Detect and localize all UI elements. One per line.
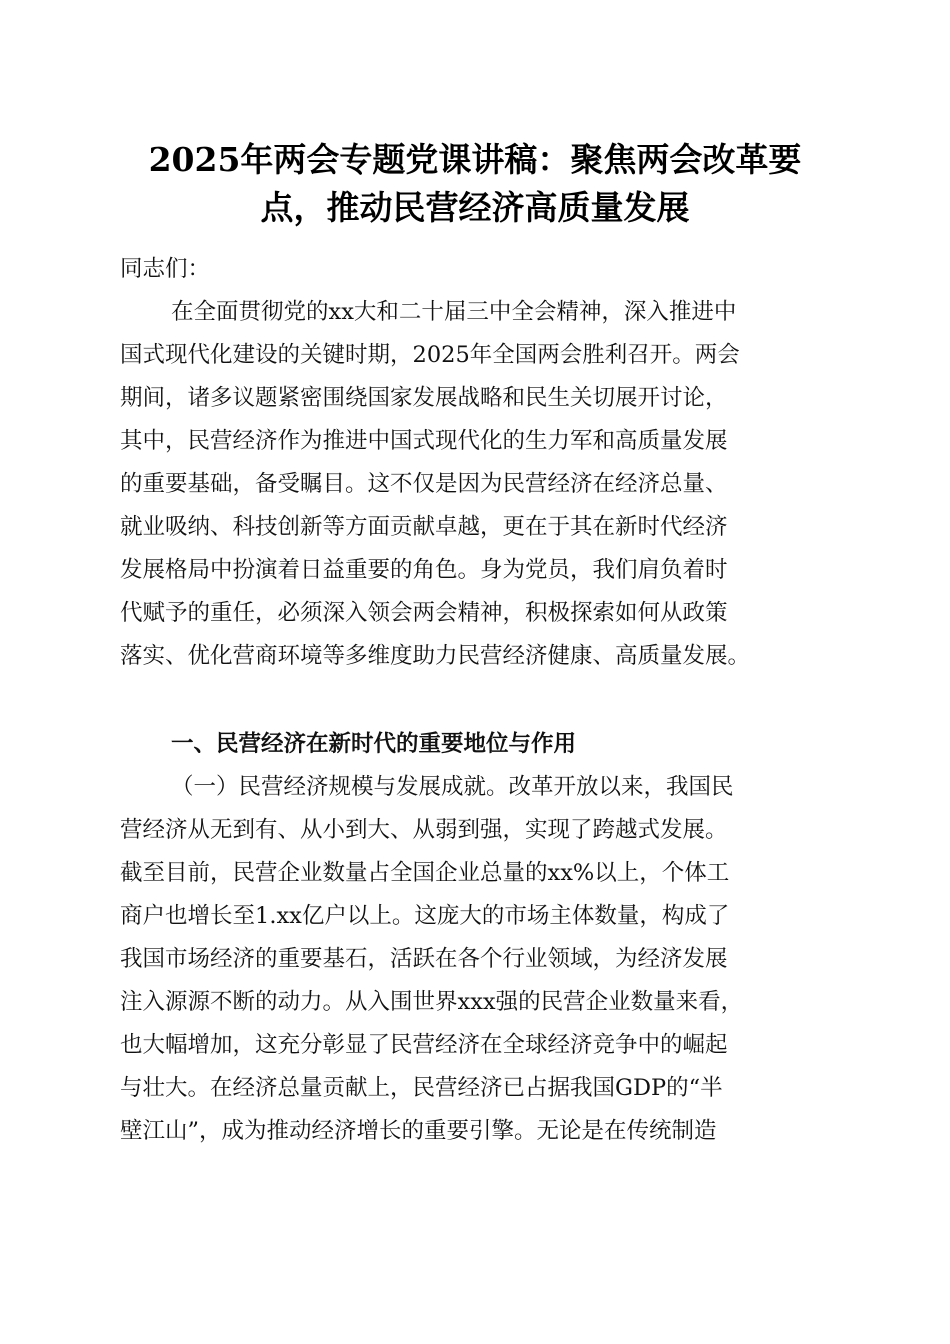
document-title [90, 136, 860, 232]
paragraph-line: 在全面贯彻党的xx大和二十届三中全会精神，深入推进中 [171, 299, 737, 325]
salutation: 同志们： [120, 256, 211, 282]
paragraph-line: 其中，民营经济作为推进中国式现代化的生力军和高质量发展 [120, 428, 728, 454]
paragraph-line: 国式现代化建设的关键时期，2025年全国两会胜利召开。两会 [120, 342, 740, 368]
paragraph-line: 我国市场经济的重要基石，活跃在各个行业领域，为经济发展 [120, 946, 728, 972]
paragraph-line: 代赋予的重任，必须深入领会两会精神，积极探索如何从政策 [120, 600, 728, 626]
paragraph-line: 营经济从无到有、从小到大、从弱到强，实现了跨越式发展。 [120, 817, 728, 843]
title-line-2: 点，推动民营经济高质量发展 [260, 188, 690, 227]
paragraph-section-1 [120, 766, 830, 1153]
paragraph-line: 发展格局中扮演着日益重要的角色。身为党员，我们肩负着时 [120, 557, 728, 583]
paragraph-line: 就业吸纳、科技创新等方面贡献卓越，更在于其在新时代经济 [120, 514, 728, 540]
title-line-1: 2025年两会专题党课讲稿：聚焦两会改革要 [148, 140, 802, 179]
paragraph-line: 注入源源不断的动力。从入围世界xxx强的民营企业数量来看， [120, 989, 744, 1015]
paragraph-line: （一）民营经济规模与发展成就。改革开放以来，我国民 [171, 774, 734, 800]
paragraph-line: 壁江山”，成为推动经济增长的重要引擎。无论是在传统制造 [120, 1118, 717, 1144]
paragraph-line: 截至目前，民营企业数量占全国企业总量的xx%以上，个体工 [120, 860, 730, 886]
paragraph-line: 落实、优化营商环境等多维度助力民营经济健康、高质量发展。 [120, 643, 751, 669]
section-heading: 一、民营经济在新时代的重要地位与作用 [171, 731, 577, 757]
paragraph-line: 的重要基础，备受瞩目。这不仅是因为民营经济在经济总量、 [120, 471, 728, 497]
paragraph-line: 与壮大。在经济总量贡献上，民营经济已占据我国GDP的“半 [120, 1075, 723, 1101]
paragraph-line: 商户也增长至1.xx亿户以上。这庞大的市场主体数量，构成了 [120, 903, 730, 929]
paragraph-line: 期间，诸多议题紧密围绕国家发展战略和民生关切展开讨论， [120, 385, 728, 411]
paragraph-line: 也大幅增加，这充分彰显了民营经济在全球经济竞争中的崛起 [120, 1032, 728, 1058]
paragraph-intro [120, 291, 830, 678]
